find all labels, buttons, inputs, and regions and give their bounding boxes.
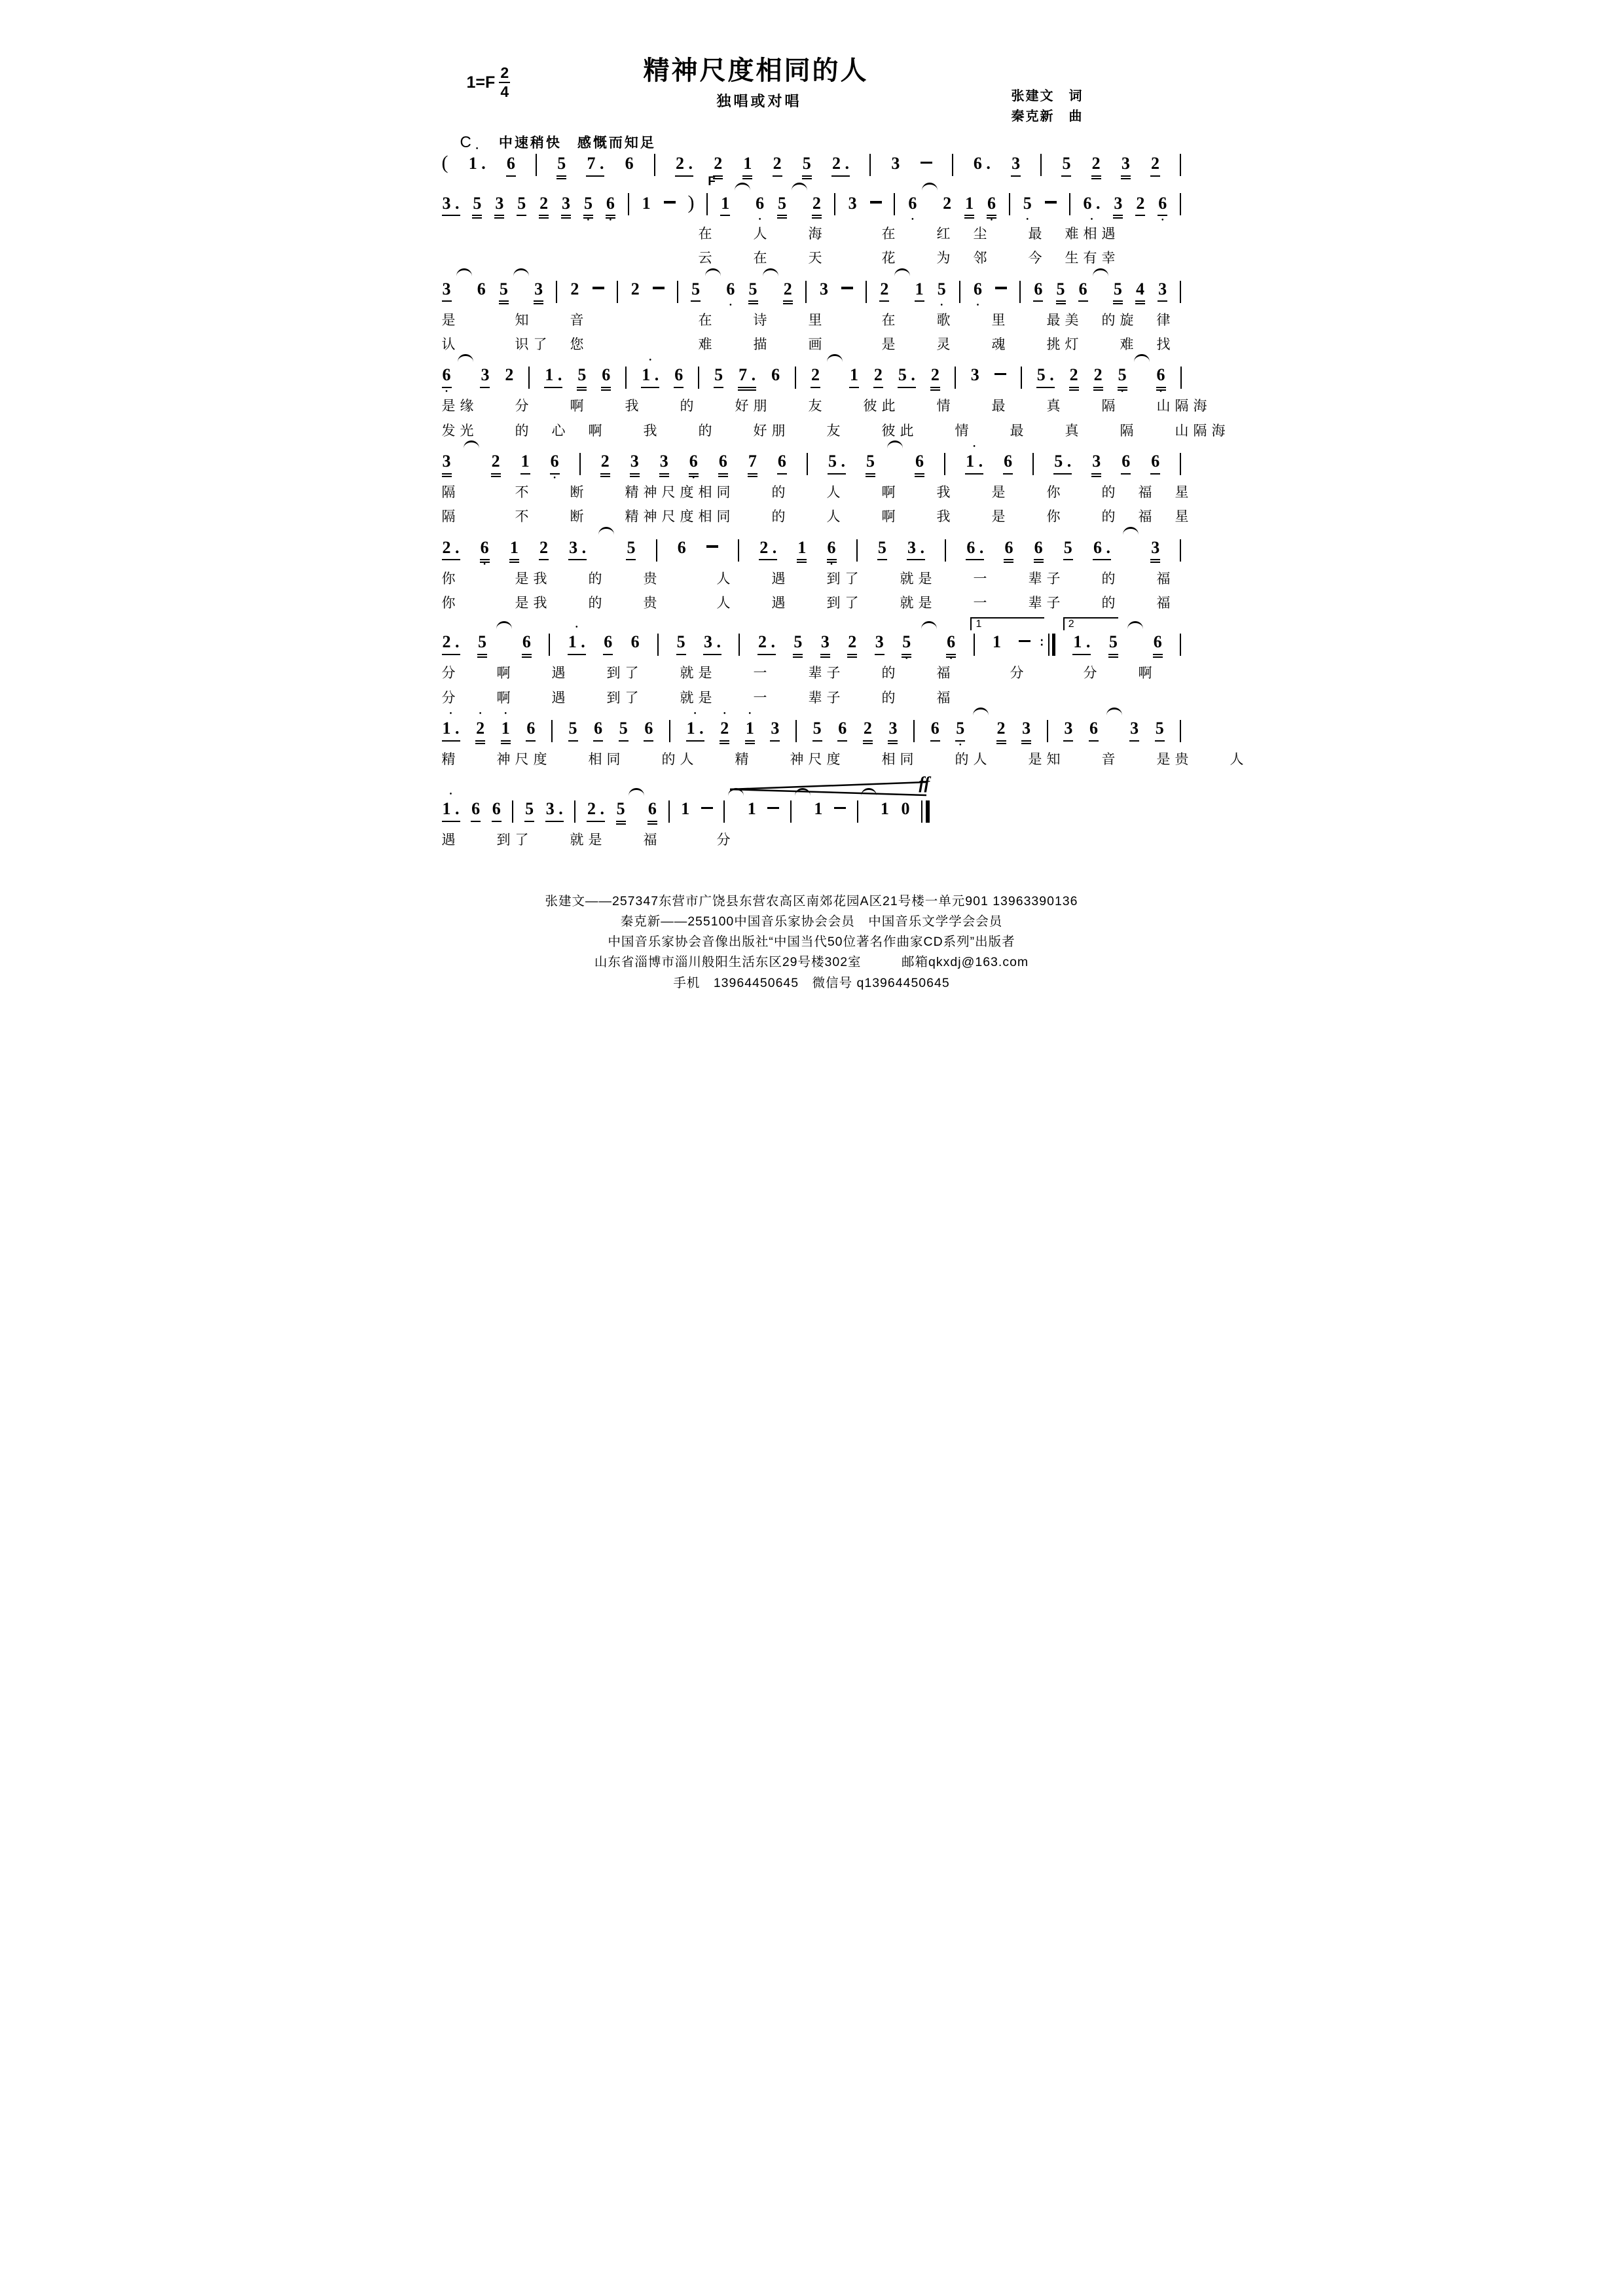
time-denominator: 4 [500,83,509,100]
score-system [441,619,1182,707]
song-title: 精神尺度相同的人 [643,56,869,85]
score-system [441,451,1194,526]
chord-annotation: F [708,174,716,188]
lyric-line: 在 人 海 在 红 尘 最 难相遇 [441,226,1120,242]
dynamic-marking: ff [919,774,930,793]
score-system [442,151,1182,179]
lyric-line: 隔 不 断 精神尺度相同 的 人 啊 我 是 你 的 福 星 [441,484,1194,501]
footer-line: 中国音乐家协会音像出版社“中国当代50位著名作曲家CD系列”出版者 [608,935,1015,950]
lyric-line: 是 知 音 在 诗 里 在 歌 里 最美 的旋 律 [441,312,1175,328]
footer-line: 手机 13964450645 微信号 q13964450645 [673,975,950,990]
notation-line: • 1 . • 2 • 1 6 5 6 5 6 • 1 . • 2 • 1 3 5 6 2 3 6 5 • 2 3 3 6 3 5 [442,718,1182,744]
tempo-text: 中速稍快 感慨而知足 [498,135,656,151]
score-system [442,537,1182,613]
lyric-line: 精 神尺度 相同 的人 精 神尺度 相同 的人 是知 音 是贵 人 [441,751,1249,768]
volta-bracket-1 [970,617,1044,630]
score-system [441,174,1182,268]
lyric-line: 你 是我 的 贵 人 遇 到了 就是 一 辈子 的 福 [441,595,1175,611]
lyric-line: 分 啊 遇 到了 就是 一 辈子 的 福 分 分 啊 [441,665,1157,681]
footer-line: 秦克新——255100中国音乐家协会会员 中国音乐文学学会会员 [620,914,1003,929]
notation-line: 6 • 3 2 1 . 5 6 • 1 . 6 5 7 . 6 2 1 2 5 . 2 3 5 . 2 2 5 • 6 • [442,365,1182,391]
score-system [441,365,1230,440]
footer-line: 山东省淄博市淄川般阳生活东区29号楼302室 邮箱qkxdj@163.com [594,955,1029,970]
lyric-line: 发光 的 心 啊 我 的 好朋 友 彼此 情 最 真 隔 山隔海 [441,422,1230,439]
lyric-line: 云 在 天 花 为 邻 今 生有幸 [441,250,1120,266]
notation-line: 2 . 5 6 • 1 . 6 6 5 3 . 2 . 5 3 2 3 5 • 6 • 1 ∶ 1 . 5 6 [442,632,1182,658]
lyric-line: 是缘 分 啊 我 的 好朋 友 彼此 情 最 真 隔 山隔海 [441,398,1212,414]
tempo-row [460,132,656,152]
score-system [442,279,1182,354]
lyricist-credit: 张建文 词 [1011,89,1084,103]
volta-number: 1 [976,619,982,630]
lyric-line: 分 啊 遇 到了 就是 一 辈子 的 福 [441,689,955,706]
notation-line: • 1 . 6 6 5 3 . 2 . 5 6 1 1 1 1 0 [442,798,930,825]
notation-line: 3 6 5 3 2 2 5 6 • 5 2 3 2 1 5 • 6 • 6 5 6 5 4 3 [442,279,1182,305]
section-mark: C [460,134,471,151]
lyric-line: 遇 到了 就是 福 分 [441,832,735,848]
score-header [442,22,1182,151]
volta-number: 2 [1068,619,1074,630]
credits [1012,86,1084,127]
sheet-music-page [406,0,1249,1148]
notation-line: 3 2 1 6 • 2 3 3 6 • 6 7 6 5 . 5 6 • 1 . 6 5 . 3 6 6 [442,451,1182,477]
footer-line: 张建文——257347东营市广饶县东营农高区南郊花园A区21号楼一单元901 13963390136 [545,893,1078,908]
key-label: 1=F [466,73,496,92]
contact-footer [442,891,1182,994]
lyric-line: 认 识了 您 难 描 画 是 灵 魂 挑灯 难 找 [441,336,1175,353]
volta-bracket-2 [1063,617,1119,630]
composer-credit: 秦克新 曲 [1011,109,1084,124]
score-system [441,774,1182,849]
notation-line: ( • 1 . 6 5 7 . 6 2 . 2 1 2 5 2 . 3 6 . 3 5 2 3 2 [442,151,1182,179]
notation-line: 3 . 5 3 5 2 3 5 • 6 • 1 ) 1 6 • 5 2 3 6 • 2 1 6 • 5 • 6 . • 3 2 6 • [442,190,1182,219]
lyric-line: 隔 不 断 精神尺度相同 的 人 啊 我 是 你 的 福 星 [441,509,1194,525]
score-system [441,718,1249,768]
lyric-line: 你 是我 的 贵 人 遇 到了 就是 一 辈子 的 福 [441,570,1175,586]
crescendo-hairpin [730,781,926,797]
song-subtitle: 独唱或对唱 [716,93,802,109]
time-numerator: 2 [500,64,509,81]
notation-line: 2 . 6 • 1 2 3 . 5 6 2 . 1 6 • 5 3 . 6 . 6 6 5 6 . 3 [442,537,1182,564]
